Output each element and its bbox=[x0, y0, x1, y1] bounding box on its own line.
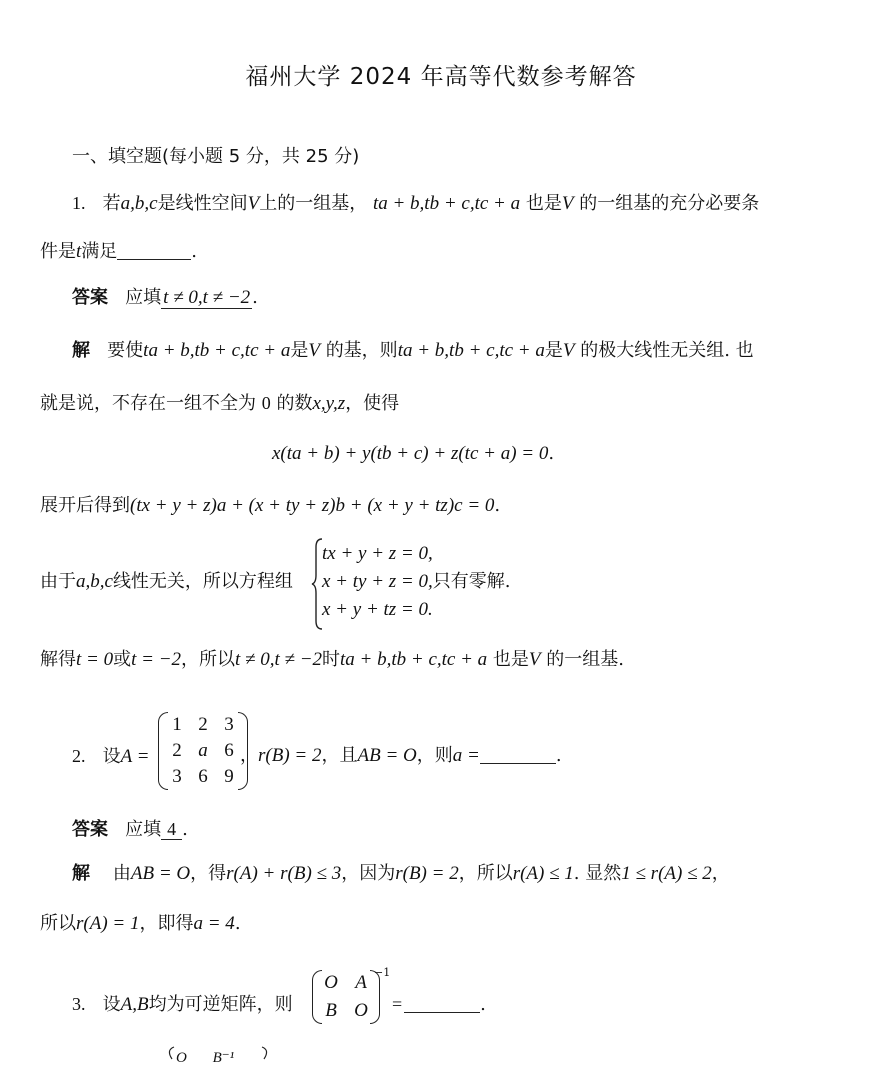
matrix-cell: 9 bbox=[224, 766, 234, 787]
q2-number: 2. bbox=[72, 746, 86, 766]
text: ，且 bbox=[321, 745, 358, 766]
answer-blank bbox=[404, 994, 480, 1013]
text: . bbox=[191, 241, 198, 262]
matrix-cell: 6 bbox=[224, 740, 234, 761]
math: x + y + tz = 0. bbox=[322, 599, 433, 620]
q1-solution-line1 bbox=[72, 339, 754, 363]
matrix-cell: 2 bbox=[198, 714, 208, 735]
math: a = 4 bbox=[193, 913, 235, 934]
answer-label: 答案 bbox=[72, 819, 108, 840]
matrix-cell: a bbox=[198, 740, 208, 761]
math: AB = O bbox=[357, 745, 417, 766]
text: = bbox=[392, 994, 403, 1014]
text: 只有零解. bbox=[432, 571, 511, 592]
text: ， bbox=[711, 863, 730, 884]
text: 所以 bbox=[40, 913, 76, 934]
text: 就是说，不存在一组不全为 bbox=[40, 393, 256, 414]
math: r(B) = 2 bbox=[258, 745, 322, 766]
text: 是 bbox=[290, 340, 309, 361]
q2-matrix bbox=[158, 712, 248, 790]
math: x + ty + z = 0, bbox=[322, 571, 433, 592]
matrix-cell: O bbox=[354, 1000, 368, 1021]
partial-parens bbox=[164, 1046, 274, 1060]
math: ta + b,tb + c,tc + a bbox=[372, 193, 521, 214]
q1-solution-conclusion bbox=[40, 648, 624, 672]
matrix-cell: 1 bbox=[172, 714, 182, 735]
math: r(B) = 2 bbox=[395, 863, 459, 884]
solution-label: 解 bbox=[72, 863, 90, 884]
text: 的一组基的充分必要条 bbox=[579, 193, 760, 214]
math: B⁻¹ bbox=[212, 1050, 235, 1066]
q2-answer bbox=[72, 817, 188, 842]
text: ，即得 bbox=[139, 913, 194, 934]
system-eq-3 bbox=[322, 598, 433, 622]
math: ta + b,tb + c,tc + a bbox=[397, 340, 545, 361]
text: 应填 bbox=[125, 819, 162, 840]
math: AB = O bbox=[130, 863, 191, 884]
math: (tx + y + z)a + (x + ty + z)b + (x + y + tz)c = 0 bbox=[130, 495, 495, 516]
math: V bbox=[562, 340, 575, 361]
math: t = −2 bbox=[131, 649, 182, 670]
text: . 显然 bbox=[573, 863, 622, 884]
text: 的数 bbox=[276, 393, 313, 414]
q1-line2 bbox=[40, 240, 197, 264]
math: t = 0 bbox=[76, 649, 114, 670]
text: 上的一组基， bbox=[259, 193, 368, 214]
page-title: 福州大学 2024 年高等代数参考解答 bbox=[245, 64, 637, 90]
text: 由 bbox=[112, 863, 131, 884]
math: ta + b,tb + c,tc + a bbox=[143, 340, 291, 361]
text: ，因为 bbox=[341, 863, 396, 884]
text: 若 bbox=[102, 193, 121, 214]
math: r(A) + r(B) ≤ 3 bbox=[226, 863, 342, 884]
q2-rest bbox=[240, 744, 562, 768]
system-eq-2 bbox=[322, 570, 511, 594]
text: 展开后得到 bbox=[40, 495, 130, 516]
text: ， bbox=[240, 745, 258, 766]
solution-label: 解 bbox=[72, 340, 90, 361]
text: . bbox=[252, 287, 258, 308]
answer-value: 4 bbox=[161, 819, 182, 840]
paren-left bbox=[158, 712, 168, 790]
text: ，所以 bbox=[458, 863, 513, 884]
q1-system-intro bbox=[40, 570, 293, 594]
matrix-cell: 3 bbox=[172, 766, 182, 787]
text: . bbox=[494, 495, 501, 516]
q2-prefix bbox=[72, 744, 150, 769]
math: x,y,z bbox=[312, 393, 346, 414]
text: 设 bbox=[102, 994, 121, 1015]
text: 是 bbox=[544, 340, 563, 361]
q3-rest bbox=[392, 992, 486, 1017]
text: 设 bbox=[102, 746, 121, 767]
text: 的一组基. bbox=[546, 649, 624, 670]
answer-value: t ≠ 0,t ≠ −2 bbox=[163, 287, 251, 308]
text: ，得 bbox=[190, 863, 227, 884]
section-heading: 一、填空题(每小题 5 分，共 25 分) bbox=[72, 146, 360, 167]
matrix-cell: B bbox=[325, 1000, 337, 1021]
text: 由于 bbox=[40, 571, 76, 592]
text: . bbox=[480, 994, 486, 1015]
answer-blank bbox=[480, 745, 556, 764]
math: a,b,c bbox=[76, 571, 113, 592]
matrix-cell: A bbox=[355, 972, 367, 993]
q2-solution-line2 bbox=[40, 912, 241, 936]
text: 也是 bbox=[525, 193, 562, 214]
math: ta + b,tb + c,tc + a bbox=[340, 649, 488, 670]
text: . bbox=[555, 745, 562, 766]
q1-solution-line3 bbox=[40, 494, 500, 518]
q1-solution-line2 bbox=[40, 391, 399, 416]
matrix-cell: 3 bbox=[224, 714, 234, 735]
matrix-cell: 2 bbox=[172, 740, 182, 761]
math: r(A) ≤ 1 bbox=[512, 863, 574, 884]
math: V bbox=[247, 193, 260, 214]
q3-number: 3. bbox=[72, 994, 86, 1014]
answer-label: 答案 bbox=[72, 287, 108, 308]
q1-answer bbox=[72, 286, 258, 310]
matrix-grid bbox=[158, 712, 248, 790]
math: a = bbox=[452, 745, 480, 766]
q2-solution-line1 bbox=[72, 862, 730, 886]
text: . bbox=[234, 913, 241, 934]
text: 应填 bbox=[125, 287, 162, 308]
matrix-cell: 6 bbox=[198, 766, 208, 787]
text: 或 bbox=[113, 649, 132, 670]
q1-equation bbox=[272, 442, 554, 466]
math: t bbox=[76, 241, 82, 262]
q3-matrix bbox=[312, 970, 380, 1024]
text: 也是 bbox=[492, 649, 529, 670]
text: . bbox=[182, 819, 188, 840]
math: 0 bbox=[261, 393, 271, 413]
answer-blank bbox=[117, 241, 191, 260]
math: V bbox=[528, 649, 541, 670]
paren-left bbox=[312, 970, 322, 1024]
q1-line1 bbox=[72, 191, 759, 216]
math: A,B bbox=[120, 994, 149, 1015]
math: a,b,c bbox=[120, 193, 158, 214]
text: 线性无关，所以方程组 bbox=[112, 571, 293, 592]
math: x(ta + b) + y(tb + c) + z(tc + a) = 0 bbox=[272, 443, 549, 464]
text: 解得 bbox=[40, 649, 76, 670]
math: V bbox=[308, 340, 320, 361]
math: 1 ≤ r(A) ≤ 2 bbox=[621, 863, 712, 884]
q3-prefix bbox=[72, 992, 293, 1017]
text: . bbox=[548, 443, 555, 464]
text: ，所以 bbox=[181, 649, 236, 670]
text: ，使得 bbox=[345, 393, 400, 414]
text: ，则 bbox=[416, 745, 453, 766]
q1-number: 1. bbox=[72, 193, 86, 213]
text: 要使 bbox=[107, 340, 144, 361]
text: 的基，则 bbox=[325, 340, 398, 361]
text: 满足 bbox=[81, 241, 118, 262]
math: t ≠ 0,t ≠ −2 bbox=[235, 649, 323, 670]
text: 件是 bbox=[40, 241, 76, 262]
system-eq-1 bbox=[322, 542, 433, 566]
math: O bbox=[176, 1050, 187, 1066]
matrix-cell: O bbox=[324, 972, 338, 993]
text: 均为可逆矩阵，则 bbox=[148, 994, 293, 1015]
math: r(A) = 1 bbox=[76, 913, 140, 934]
text: 的极大线性无关组. 也 bbox=[580, 340, 754, 361]
math: A = bbox=[120, 746, 150, 767]
math: tx + y + z = 0, bbox=[322, 543, 433, 564]
math: V bbox=[561, 193, 574, 214]
inverse-superscript: −1 bbox=[374, 966, 391, 979]
text: 时 bbox=[322, 649, 341, 670]
text: 是线性空间 bbox=[157, 193, 248, 214]
